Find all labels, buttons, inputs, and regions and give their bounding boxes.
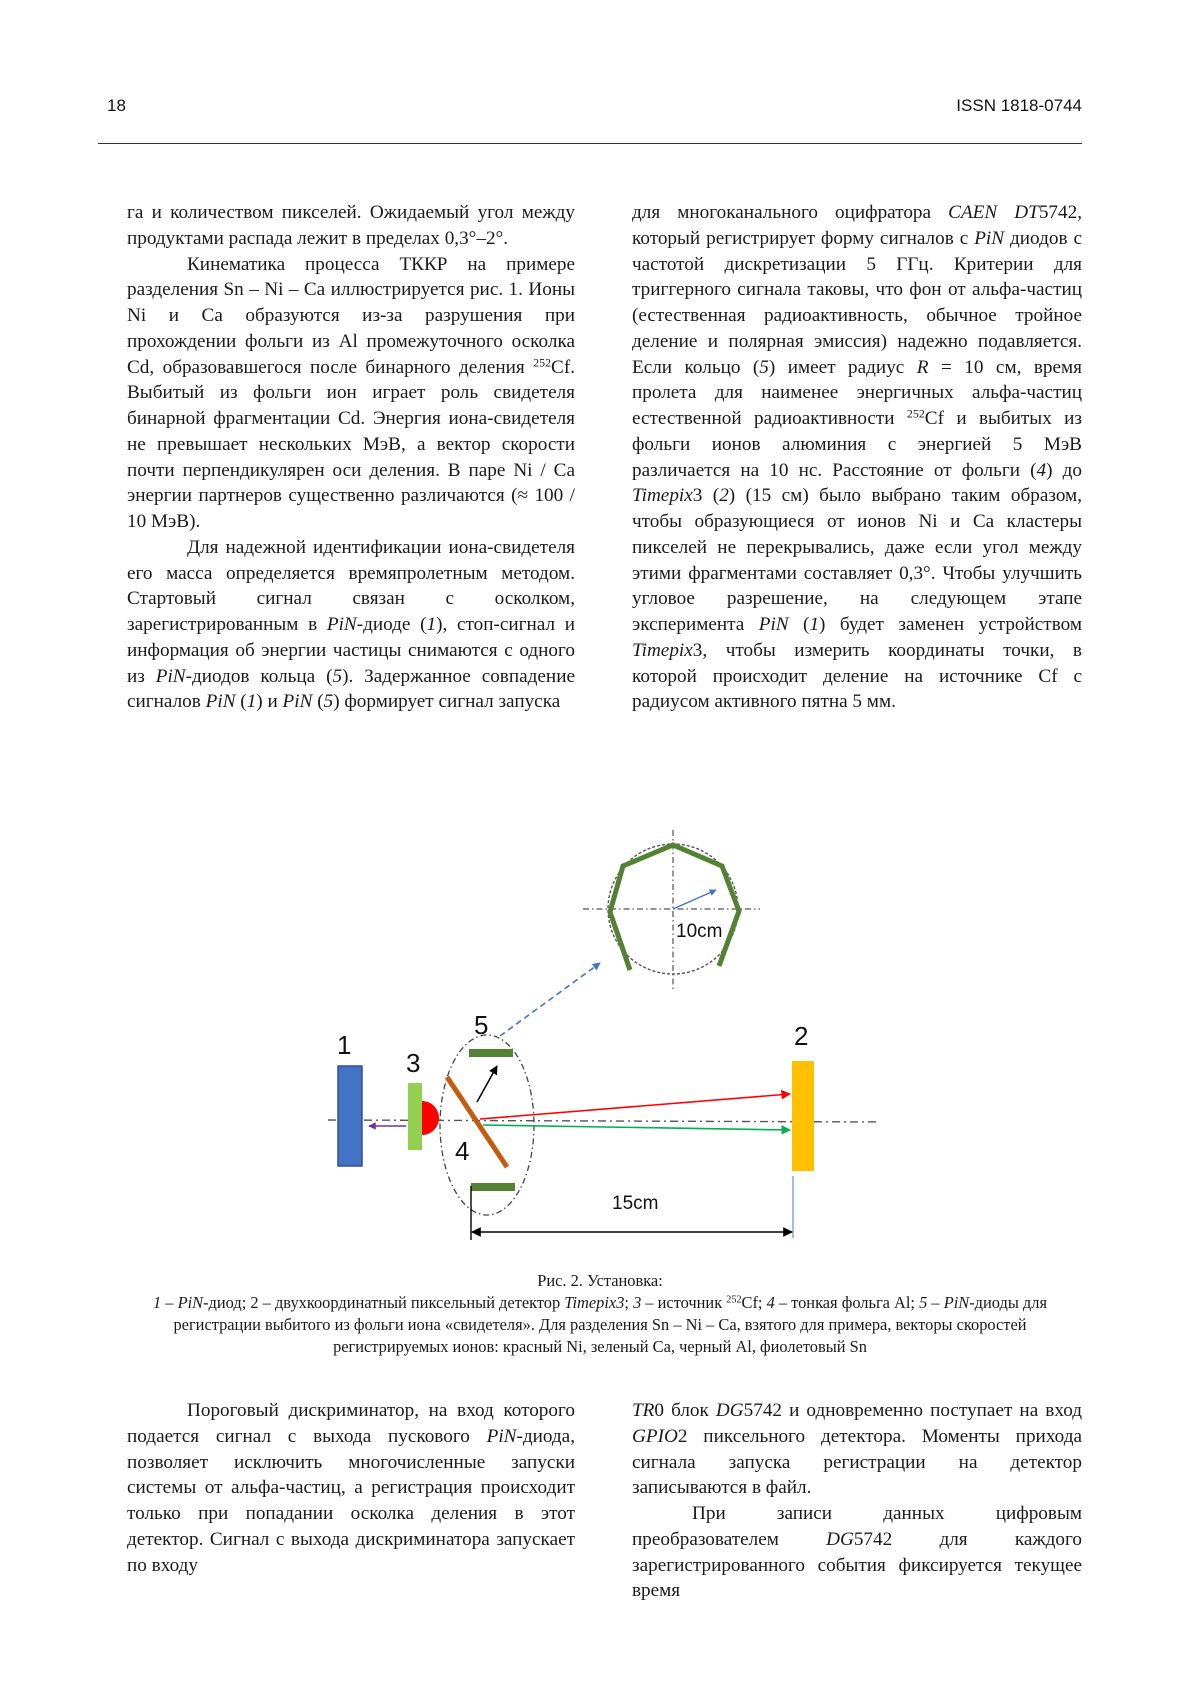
left-column-lower [127, 1398, 575, 1578]
distance-label: 15cm [612, 1193, 659, 1214]
pin-diode-1 [338, 1066, 362, 1166]
zoom-arrow [500, 963, 600, 1036]
ring-diodes-polyline [610, 845, 739, 970]
caption-title: Рис. 2. Установка: [537, 1271, 663, 1290]
vector-ni-arrow [480, 1094, 790, 1119]
label-5: 5 [474, 1010, 489, 1040]
page-number: 18 [107, 96, 126, 115]
ring-diode-top [469, 1049, 513, 1057]
issn: ISSN 1818-0744 [956, 96, 1082, 115]
paragraph: Пороговый дискриминатор, на вход которого подается сигнал с выхода пускового PiN-диода, позволяет исключить многочисленные запуски системы от альфа-частиц, а регистрация происходит только при попадании осколка деления в этот детектор. Сигнал с выхода дискриминатора запускает по входу [127, 1400, 575, 1576]
ring-inset [583, 830, 760, 990]
header-rule [98, 143, 1082, 144]
label-2: 2 [794, 1021, 809, 1051]
label-3: 3 [406, 1048, 421, 1078]
paragraph: TR0 блок DG5742 и одновременно поступает на вход GPIO2 пиксельного детектора. Моменты прихода сигнала запуска регистрации на детектор записываются в файл. [632, 1400, 1082, 1499]
paragraph: Кинематика процесса ТККР на примере разделения Sn – Ni – Ca иллюстрируется рис. 1. Ионы Ni и Ca образуются из-за разрушения при прохождении фольги из Al промежуточного осколка Cd, образовавшегося после бинарного деления $^{252}$Cf. Выбитый из фольги ион играет роль свидетеля бинарной фрагментации Cd. Энергия иона-свидетеля не превышает нескольких МэВ, а вектор скорости почти перпендикулярен оси деления. В паре Ni / Ca энергии партнеров существенно различаются (≈ 100 / 10 МэВ). [127, 253, 575, 532]
label-4: 4 [455, 1136, 470, 1166]
paragraph: га и количеством пикселей. Ожидаемый угол между продуктами распада лежит в пределах 0,3°–2°. [127, 202, 575, 249]
radius-arrow [673, 890, 716, 909]
caption-body: 1 – PiN-диод; 2 – двухкоординатный пиксельный детектор Timepix3; 3 – источник $^{252}$Cf; 4 – тонкая фольга Al; 5 – PiN-диоды для регистрации выбитого из фольги иона «свидетеля». Для разделения Sn – Ni – Ca, взятого для примера, векторы скоростей регистрируемых ионов: красный Ni, зеленый Ca, черный Al, фиолетовый Sn [152, 1293, 1047, 1356]
left-column [127, 200, 575, 715]
paragraph: Для надежной идентификации иона-свидетеля его масса определяется времяпролетным методом. Стартовый сигнал связан с осколком, зарегистрированным в PiN-диоде (1), стоп-сигнал и информация об энергии частицы снимаются с одного из PiN-диодов кольца (5). Задержанное совпадение сигналов PiN (1) и PiN (5) формирует сигнал запуска [127, 536, 575, 713]
source-holder-3 [408, 1083, 422, 1150]
cf-source [422, 1101, 439, 1135]
right-column [632, 200, 1082, 715]
vector-ca-arrow [483, 1125, 790, 1130]
paragraph: При записи данных цифровым преобразователем DG5742 для каждого зарегистрированного события фиксируется текущее время [632, 1503, 1082, 1602]
figure-caption [120, 1270, 1080, 1358]
ring-diode-bottom [471, 1183, 515, 1191]
timepix-detector-2 [792, 1061, 814, 1171]
right-column-lower [632, 1398, 1082, 1604]
vector-al-arrow [477, 1066, 497, 1102]
paragraph: для многоканального оцифратора CAEN DT5742, который регистрирует форму сигналов с PiN диодов с частотой дискретизации 5 ГГц. Критерии для триггерного сигнала таковы, что фон от альфа-частиц (естественная радиоактивность, обычное тройное деление и полярная эмиссия) надежно подавляется. Если кольцо (5) имеет радиус R = 10 см, время пролета для наименее энергичных альфа-частиц естественной радиоактивности $^{252}$Cf и выбитых из фольги ионов алюминия с энергией 5 МэВ различается на 10 нс. Расстояние от фольги (4) до Timepix3 (2) (15 см) было выбрано таким образом, чтобы образующиеся от ионов Ni и Ca кластеры пикселей не перекрывались, даже если угол между этими фрагментами составляет 0,3°. Чтобы улучшить угловое разрешение, на следующем этапе эксперимента PiN (1) будет заменен устройством Timepix3, чтобы измерить координаты точки, в которой происходит деление на источнике Cf с радиусом активного пятна 5 мм. [632, 202, 1082, 713]
label-1: 1 [337, 1030, 352, 1060]
ring-radius-label: 10cm [676, 921, 723, 942]
